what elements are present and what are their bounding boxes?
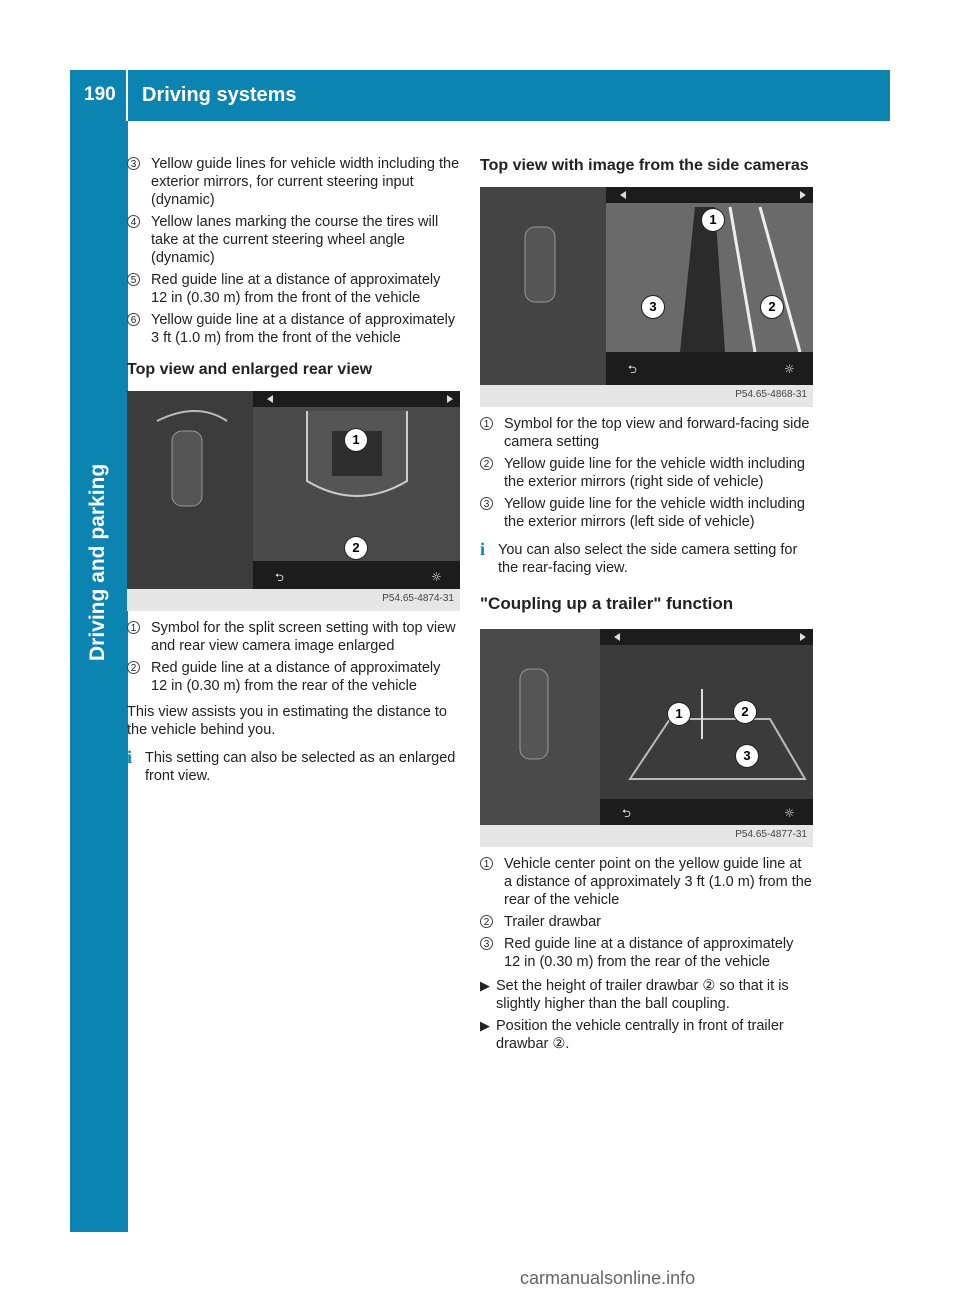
figure-code-band xyxy=(480,825,813,847)
legend-text: Red guide line at a distance of approximately 12 in (0.30 m) from the rear of the vehicle xyxy=(151,660,441,694)
figure3-callout-1: 1 xyxy=(668,703,690,725)
instruction-step-text: Position the vehicle centrally in front of trailer drawbar ②. xyxy=(496,1018,784,1052)
legend-text: Symbol for the top view and forward-facing side camera setting xyxy=(504,416,810,450)
legend-text: Yellow lanes marking the course the tires will take at the current steering wheel angle (dynamic) xyxy=(151,214,439,266)
info-note-1 xyxy=(127,749,460,785)
figure-code-band xyxy=(480,385,813,407)
legend-text: Yellow guide line for the vehicle width including the exterior mirrors (right side of vehicle) xyxy=(504,456,805,490)
legend-item xyxy=(127,271,460,307)
chapter-tab xyxy=(70,121,128,1232)
legend-text: Trailer drawbar xyxy=(504,914,601,930)
legend-text: Red guide line at a distance of approximately 12 in (0.30 m) from the front of the vehicle xyxy=(151,272,441,306)
legend-text: Yellow guide line for the vehicle width including the exterior mirrors (left side of vehicle) xyxy=(504,496,805,530)
legend-item xyxy=(127,311,460,347)
legend-item xyxy=(127,659,460,695)
figure-side-cameras xyxy=(480,187,813,407)
svg-text:⮌: ⮌ xyxy=(628,363,637,376)
legend-marker: 1 xyxy=(480,857,493,870)
figure-code: P54.65-4868-31 xyxy=(735,389,807,400)
legend-item xyxy=(480,495,813,531)
legend-list-fig1 xyxy=(127,619,460,695)
camera-screen-side xyxy=(480,187,813,385)
legend-list-top xyxy=(127,155,460,347)
svg-text:⮌: ⮌ xyxy=(275,571,284,584)
figure-top-view-rear xyxy=(127,391,460,611)
figure3-callout-2: 2 xyxy=(734,701,756,723)
figure-code-band xyxy=(127,589,460,611)
legend-marker: 6 xyxy=(127,313,140,326)
info-note-2 xyxy=(480,541,813,577)
figure2-callout-3: 3 xyxy=(642,296,664,318)
legend-text: Yellow guide line at a distance of approximately 3 ft (1.0 m) from the front of the vehicle xyxy=(151,312,456,346)
figure2-callout-1: 1 xyxy=(702,209,724,231)
page-title: Driving systems xyxy=(142,84,297,106)
heading-trailer: "Coupling up a trailer" function xyxy=(480,594,734,613)
legend-marker: 2 xyxy=(480,457,493,470)
legend-marker: 2 xyxy=(127,661,140,674)
paragraph-assist: This view assists you in estimating the distance to the vehicle behind you. xyxy=(127,704,447,738)
heading-side-cameras: Top view with image from the side cameras xyxy=(480,157,809,174)
legend-marker: 1 xyxy=(480,417,493,430)
legend-item xyxy=(480,855,813,909)
camera-screen-trailer xyxy=(480,629,813,825)
legend-item xyxy=(480,415,813,451)
right-column xyxy=(480,155,813,1057)
figure-code: P54.65-4877-31 xyxy=(735,829,807,840)
legend-item xyxy=(480,935,813,971)
page-number: 190 xyxy=(84,84,116,105)
legend-item xyxy=(127,619,460,655)
header-divider xyxy=(126,70,128,121)
watermark: carmanualsonline.info xyxy=(520,1268,696,1288)
figure1-callout-1: 1 xyxy=(345,429,367,451)
step-arrow-icon: ▶ xyxy=(480,978,490,993)
figure-trailer xyxy=(480,629,813,847)
step-arrow-icon: ▶ xyxy=(480,1018,490,1033)
legend-marker: 2 xyxy=(480,915,493,928)
legend-marker: 3 xyxy=(127,157,140,170)
figure2-callout-2: 2 xyxy=(761,296,783,318)
legend-marker: 5 xyxy=(127,273,140,286)
svg-text:☼: ☼ xyxy=(784,362,795,376)
legend-marker: 4 xyxy=(127,215,140,228)
instruction-steps xyxy=(480,977,813,1053)
chapter-tab-label: Driving and parking xyxy=(86,463,109,661)
instruction-step-text: Set the height of trailer drawbar ② so that it is slightly higher than the ball coupling. xyxy=(496,978,789,1012)
info-icon: i xyxy=(480,539,486,559)
legend-marker: 3 xyxy=(480,937,493,950)
svg-text:⮌: ⮌ xyxy=(622,807,631,820)
heading-top-view-rear: Top view and enlarged rear view xyxy=(127,361,373,378)
instruction-step xyxy=(480,977,813,1013)
figure1-callout-2: 2 xyxy=(345,537,367,559)
instruction-step xyxy=(480,1017,813,1053)
svg-text:☼: ☼ xyxy=(431,570,442,584)
figure-code: P54.65-4874-31 xyxy=(382,593,454,604)
legend-list-fig3 xyxy=(480,855,813,971)
camera-screen-split-rear xyxy=(127,391,460,589)
legend-item xyxy=(480,455,813,491)
left-column xyxy=(127,155,460,795)
heading-trailer-wrap xyxy=(480,593,813,615)
info-note-1-text: This setting can also be selected as an enlarged front view. xyxy=(145,750,456,784)
svg-text:☼: ☼ xyxy=(784,806,795,820)
legend-text: Yellow guide lines for vehicle width including the exterior mirrors, for current steering input (dynamic) xyxy=(151,156,460,208)
camera-image xyxy=(127,391,460,589)
legend-text: Red guide line at a distance of approximately 12 in (0.30 m) from the rear of the vehicle xyxy=(504,936,794,970)
legend-marker: 3 xyxy=(480,497,493,510)
info-icon: i xyxy=(127,747,133,767)
legend-marker: 1 xyxy=(127,621,140,634)
info-note-2-text: You can also select the side camera setting for the rear-facing view. xyxy=(498,542,798,576)
figure3-callout-3: 3 xyxy=(736,745,758,767)
page-header xyxy=(70,70,890,121)
camera-image xyxy=(480,187,813,385)
legend-text: Vehicle center point on the yellow guide line at a distance of approximately 3 ft (1.0 m) from the rear of the vehicle xyxy=(504,856,812,908)
camera-image xyxy=(480,629,813,825)
legend-text: Symbol for the split screen setting with top view and rear view camera image enlarged xyxy=(151,620,456,654)
legend-item xyxy=(127,155,460,209)
legend-list-fig2 xyxy=(480,415,813,531)
legend-item xyxy=(127,213,460,267)
legend-item xyxy=(480,913,813,931)
